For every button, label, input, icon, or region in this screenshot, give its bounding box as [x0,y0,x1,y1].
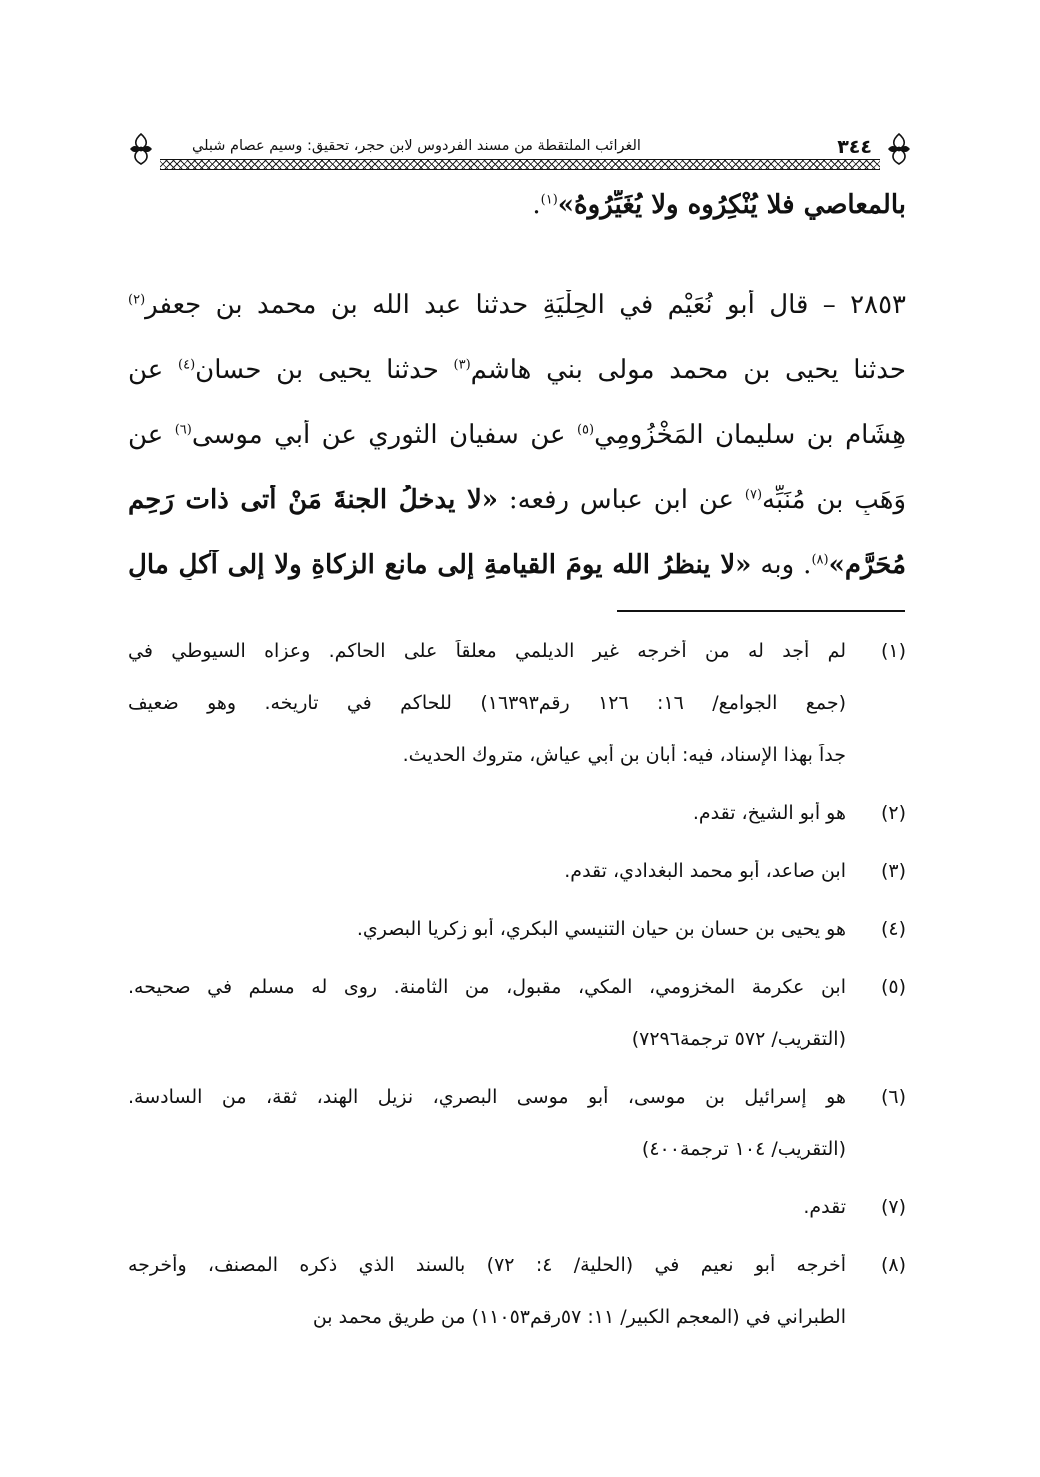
body-text-span: حدثنا يحيى بن محمد مولى بني هاشم [470,355,906,385]
floral-ornament-icon [126,132,156,166]
footnote-ref: (٨) [811,552,829,568]
footnote-text: تقدم. [803,1196,846,1218]
body-text-span: . [532,190,541,220]
body-text-span: عن [128,355,179,385]
footnote-line [128,744,906,796]
footnote-number: (١) [880,640,906,662]
footnote-ref: (٦) [174,422,192,438]
footnote-number: (٥) [880,976,906,998]
footnote-line [128,860,906,912]
footnote-separator [617,610,905,612]
footnote-text: هو إسرائيل بن موسى، أبو موسى البصري، نزيل الهند، ثقة، من السادسة. [128,1086,846,1108]
footnote-line [128,1028,906,1080]
footnote-line [128,1306,906,1358]
footnote-text: الطبراني في (المعجم الكبير/ ١١: ٥٧رقم١١٠٥٣) من طريق محمد بن [312,1306,846,1328]
footnote-text: لم أجد له من أخرجه غير الديلمي معلقاً على الحاكم. وعزاه السيوطي في [128,640,846,662]
footnote-number: (٣) [880,860,906,882]
body-text-span: هِشَام بن سليمان المَخْزُومِي [594,420,906,450]
body-text-span: حدثنا يحيى بن حسان [195,355,454,385]
body-text-span: عن [128,420,175,450]
footnote-number: (٢) [880,802,906,824]
hadith-text: بالمعاصي فلا يُنْكِرُوه ولا يُغَيِّرُوهُ» [557,190,906,220]
page-number: ٣٤٤ [837,136,872,158]
header-rule [160,159,880,170]
body-text-span: عن ابن عباس رفعه: [498,485,745,515]
footnote-line [128,1254,906,1306]
body-line [128,290,906,320]
footnote-ref: (١) [540,192,558,208]
footnote-text: جداً بهذا الإسناد، فيه: أبان بن أبي عياش، متروك الحديث. [402,744,846,766]
footnote-number: (٦) [880,1086,906,1108]
footnote-line [128,802,906,854]
body-text-span: ٢٨٥٣ – قال أبو نُعَيْمٍ في الحِلْيَةِ حدثنا عبد الله بن محمد بن جعفر [145,290,906,320]
body-text-span: عن سفيان الثوري عن أبي موسى [191,420,577,450]
footnote-number: (٧) [880,1196,906,1218]
hadith-text: «لا ينظرُ الله يومَ القيامةِ إلى مانعِ الزكاةِ ولا إلى آكلِ مالِ [128,550,752,580]
body-line [128,550,906,580]
footnote-text: هو يحيى بن حسان بن حيان التنيسي البكري، أبو زكريا البصري. [356,918,846,940]
body-line [128,485,906,515]
footnote-line [128,976,906,1028]
footnote-ref: (٤) [178,357,196,373]
footnote-ref: (٥) [576,422,595,438]
hadith-text: مُحَرَّمٍ» [828,550,906,580]
footnote-line [128,1138,906,1190]
footnote-ref: (٧) [744,487,763,503]
body-line [128,420,906,450]
running-header [132,130,908,178]
body-text-span: وَهَبِ بن مُنَبِّه [762,485,906,515]
footnote-line [128,1086,906,1138]
footnote-number: (٨) [880,1254,906,1276]
body-text-span: . وبه [751,550,812,580]
hadith-text: «لا يدخلُ الجنةَ مَنْ أتى ذات رَحِمٍ [128,485,499,515]
footnote-line [128,692,906,744]
footnote-line [128,1196,906,1248]
footnote-text: هو أبو الشيخ، تقدم. [692,802,846,824]
footnote-text: ابن صاعد، أبو محمد البغدادي، تقدم. [564,860,846,882]
footnote-line [128,918,906,970]
body-line [128,190,906,220]
running-title: الغرائب الملتقطة من مسند الفردوس لابن حجر، تحقيق: وسيم عصام شبلي [192,138,641,154]
footnote-number: (٤) [880,918,906,940]
body-line [128,355,906,385]
footnote-ref: (٣) [453,357,471,373]
footnote-text: (التقريب/ ٥٧٢ ترجمة٧٢٩٦) [631,1028,846,1050]
footnote-text: (جمع الجوامع/ ١٦: ١٢٦ رقم١٦٣٩٣) للحاكم في تاريخه. وهو ضعيف [128,692,846,714]
footnote-line [128,640,906,692]
footnote-text: ابن عكرمة المخزومي، المكي، مقبول، من الثامنة. روى له مسلم في صحيحه. [128,976,846,998]
floral-ornament-icon [884,132,914,166]
footnote-text: أخرجه أبو نعيم في (الحلية/ ٤: ٧٢) بالسند الذي ذكره المصنف، وأخرجه [128,1254,846,1276]
footnote-ref: (٢) [128,292,146,308]
footnote-text: (التقريب/ ١٠٤ ترجمة٤٠٠) [641,1138,846,1160]
